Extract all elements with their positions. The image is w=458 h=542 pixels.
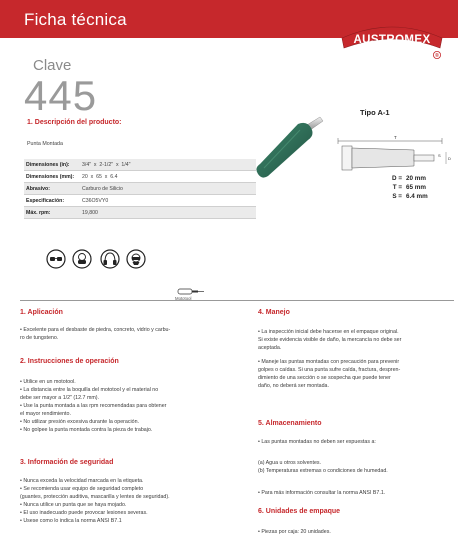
text-line: • Las puntas montadas no deben ser expuestas a: — [258, 439, 376, 445]
safety-text — [20, 477, 170, 525]
clave-number: 445 — [24, 72, 98, 119]
spec-value: 19,800 — [82, 210, 98, 216]
section-safety-title: 3. Información de seguridad — [20, 459, 114, 466]
austromex-logo — [336, 18, 448, 62]
text-line: ro de tungsteno. — [20, 335, 59, 341]
dimension-key: T = — [392, 184, 402, 191]
text-line: • Nunca utilice un punta que se haya mojado. — [20, 502, 127, 508]
spec-table — [24, 159, 256, 219]
text-line: debe ser mayor a 1/2" (12.7 mm). — [20, 395, 100, 401]
dimension-key: D = — [392, 175, 402, 182]
registered-mark: ® — [435, 53, 439, 59]
text-line: • Se recomienda usar equipo de seguridad completo — [20, 486, 144, 492]
section-application-title: 1. Aplicación — [20, 309, 63, 316]
dimension-value: 65 mm — [406, 184, 426, 191]
text-line: • Excelente para el desbaste de piedra, concreto, vidrio y carbu- — [20, 327, 171, 333]
spec-label: Especificación: — [26, 198, 65, 204]
spec-row-dim-mm — [24, 171, 256, 183]
text-line: el mayor rendimiento. — [20, 411, 71, 417]
spec-label: Dimensiones (in): — [26, 162, 70, 168]
text-line: daño, no deberá ser montada. — [258, 383, 329, 389]
text-line: (guantes, protección auditiva, mascarilla y lentes de seguridad). — [20, 494, 170, 500]
text-line: • La inspección inicial debe hacerse en el empaque original. — [258, 329, 399, 335]
diagram-label-t: T — [394, 135, 397, 140]
text-line: aceptada. — [258, 345, 282, 351]
text-line: • Para más información consultar la norma ANSI B7.1. — [258, 490, 386, 496]
text-line: • Utilice en un mototool. — [20, 379, 76, 385]
diagram-label-s: S — [438, 153, 441, 158]
spec-value: 3/4" x 2-1/2" x 1/4" — [82, 162, 131, 168]
mototool-label: Mototool — [175, 296, 192, 301]
eye-protection-icon — [46, 249, 66, 269]
text-line: • Maneje las puntas montadas con precaución para prevenir — [258, 359, 400, 365]
dimension-row — [384, 193, 456, 202]
ear-protection-icon — [100, 249, 120, 269]
storage-text-c — [258, 489, 385, 497]
mounted-point-image — [250, 108, 328, 186]
tipo-label: Tipo A-1 — [360, 108, 390, 117]
section-storage-title: 5. Almacenamiento — [258, 420, 322, 427]
text-line: golpes o caídas. Si una punta sufre caída, fractura, despren- — [258, 367, 401, 373]
text-line: • Use la punta montada a las rpm recomendadas para obtener — [20, 403, 167, 409]
dimension-key: S = — [392, 193, 402, 200]
spec-row-max-rpm — [24, 207, 256, 219]
text-line: • No golpee la punta montada contra la pieza de trabajo. — [20, 427, 153, 433]
text-line: • No utilizar presión excesiva durante la operación. — [20, 419, 140, 425]
section-operation-title: 2. Instrucciones de operación — [20, 358, 119, 365]
section-packaging-title: 6. Unidades de empaque — [258, 508, 341, 515]
text-line: (a) Agua u otros solventes. — [258, 460, 322, 466]
dimension-row — [384, 184, 456, 193]
section-divider — [20, 300, 454, 301]
dimension-row — [384, 175, 456, 184]
dimension-list — [384, 175, 456, 202]
text-line: • Nunca exceda la velocidad marcada en la etiqueta. — [20, 478, 144, 484]
text-line: Si existe evidencia visible de daño, la mercancía no debe ser — [258, 337, 402, 343]
spec-value: 20 x 65 x 6.4 — [82, 174, 118, 180]
clave-label: Clave — [33, 57, 72, 74]
spec-value: Carburo de Silicio — [82, 186, 123, 192]
dimension-value: 20 mm — [406, 175, 426, 182]
storage-text-a — [258, 438, 376, 446]
operation-text — [20, 378, 166, 434]
spec-row-dim-in — [24, 159, 256, 171]
text-line: • La distancia entre la boquilla del mototool y el material no — [20, 387, 159, 393]
application-text — [20, 326, 170, 342]
section-1-title: 1. Descripción del producto: — [27, 119, 122, 126]
respirator-icon — [72, 249, 92, 269]
logo-text: AUSTROMEX — [353, 34, 431, 46]
spec-label: Dimensiones (mm): — [26, 174, 75, 180]
product-name: Punta Montada — [27, 141, 63, 147]
spec-value: C36O5VY0 — [82, 198, 109, 204]
text-line: • El uso inadecuado puede provocar lesiones severas. — [20, 510, 148, 516]
text-line: (b) Temperaturas extremas o condiciones de humedad. — [258, 468, 388, 474]
page-title: Ficha técnica — [24, 10, 127, 29]
section-handling-title: 4. Manejo — [258, 309, 290, 316]
packaging-text — [258, 528, 331, 536]
spec-row-specification — [24, 195, 256, 207]
spec-row-abrasive — [24, 183, 256, 195]
diagram-label-d: D — [448, 156, 451, 161]
dimension-value: 6.4 mm — [406, 193, 428, 200]
text-line: • Usese como lo indica la norma ANSI B7.1 — [20, 518, 122, 524]
text-line: dimiento de una sección o se sospecha que puede tener — [258, 375, 391, 381]
text-line: • Piezas por caja: 20 unidades. — [258, 529, 331, 535]
face-shield-icon — [126, 249, 146, 269]
handling-text — [258, 328, 401, 390]
storage-text-b — [258, 459, 388, 475]
spec-label: Máx. rpm: — [26, 210, 51, 216]
spec-label: Abrasivo: — [26, 186, 50, 192]
